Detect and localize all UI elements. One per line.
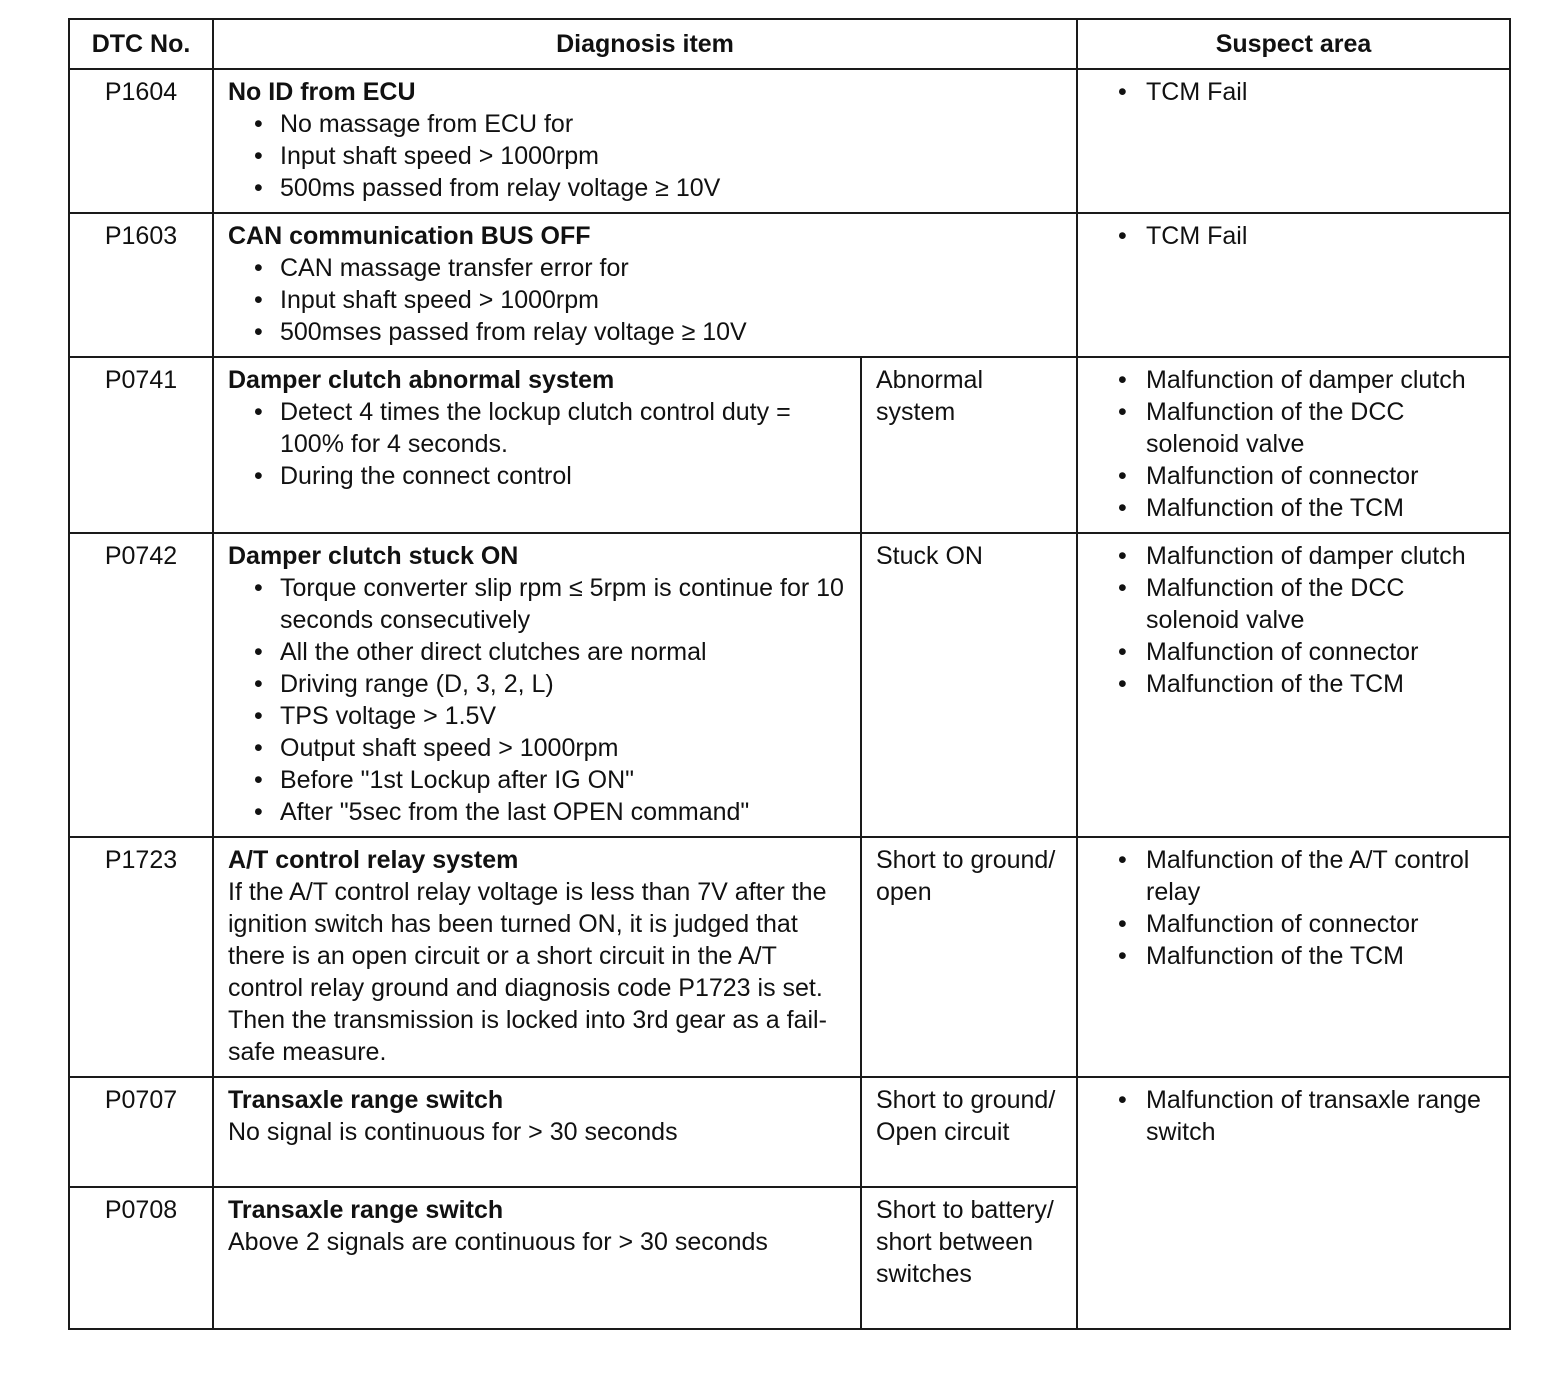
diagnosis-item: [213, 357, 861, 533]
list-item: • 500mses passed from relay voltage ≥ 10V: [254, 316, 1064, 348]
list-item: • Malfunction of the A/T control relay: [1116, 844, 1497, 908]
list-item: • CAN massage transfer error for: [254, 252, 1064, 284]
diagnosis-item: [213, 1077, 861, 1187]
dtc-code: P0707: [69, 1077, 213, 1187]
list-item: • Malfunction of the DCC solenoid valve: [1116, 572, 1497, 636]
diagnosis-conditions: [228, 396, 848, 492]
suspect-list: [1092, 540, 1497, 700]
list-item: • Malfunction of the DCC solenoid valve: [1116, 396, 1497, 460]
list-item: • TPS voltage > 1.5V: [254, 700, 848, 732]
table-row: [69, 1077, 1510, 1187]
diagnosis-conditions: [228, 252, 1064, 348]
header-suspect-area: Suspect area: [1077, 19, 1510, 69]
table-row: [69, 533, 1510, 837]
table-row: [69, 837, 1510, 1077]
list-item: • TCM Fail: [1116, 220, 1497, 252]
suspect-area: [1077, 533, 1510, 837]
diagnosis-conditions: [228, 572, 848, 828]
dtc-code: P1604: [69, 69, 213, 213]
diagnosis-item: [213, 213, 1077, 357]
suspect-area: [1077, 837, 1510, 1077]
fault-condition: Short to ground/ open: [861, 837, 1077, 1077]
fault-condition: Short to battery/ short between switches: [861, 1187, 1077, 1329]
list-item: • Malfunction of damper clutch: [1116, 364, 1497, 396]
header-dtc-no: DTC No.: [69, 19, 213, 69]
fault-condition: Abnormal system: [861, 357, 1077, 533]
diagnosis-item: [213, 69, 1077, 213]
diagnosis-title: Transaxle range switch: [228, 1086, 504, 1114]
list-item: • TCM Fail: [1116, 76, 1497, 108]
table-row: [69, 213, 1510, 357]
dtc-code: P0742: [69, 533, 213, 837]
list-item: • Malfunction of the TCM: [1116, 492, 1497, 524]
list-item: • Malfunction of damper clutch: [1116, 540, 1497, 572]
suspect-list: [1092, 1084, 1497, 1148]
suspect-list: [1092, 220, 1497, 252]
diagnosis-description: No signal is continuous for > 30 seconds: [228, 1118, 678, 1146]
diagnosis-description: If the A/T control relay voltage is less than 7V after the ignition switch has been turned ON, it is judged that there is an open circuit or a short circuit in the A/T control relay ground and diagnosis code P1723 is set. Then the transmission is locked into 3rd gear as a fail-safe measure.: [228, 878, 827, 1066]
suspect-area: [1077, 213, 1510, 357]
dtc-code: P0741: [69, 357, 213, 533]
list-item: • Driving range (D, 3, 2, L): [254, 668, 848, 700]
list-item: • All the other direct clutches are normal: [254, 636, 848, 668]
diagnosis-title: Damper clutch abnormal system: [228, 366, 615, 394]
list-item: • Malfunction of the TCM: [1116, 940, 1497, 972]
diagnosis-title: No ID from ECU: [228, 78, 416, 106]
diagnosis-item: [213, 533, 861, 837]
suspect-area: [1077, 1077, 1510, 1329]
list-item: • After "5sec from the last OPEN command": [254, 796, 848, 828]
header-diagnosis-item: Diagnosis item: [213, 19, 1077, 69]
fault-condition: Stuck ON: [861, 533, 1077, 837]
dtc-code: P1723: [69, 837, 213, 1077]
list-item: • Malfunction of transaxle range switch: [1116, 1084, 1497, 1148]
diagnosis-title: A/T control relay system: [228, 846, 519, 874]
list-item: • Output shaft speed > 1000rpm: [254, 732, 848, 764]
list-item: • No massage from ECU for: [254, 108, 1064, 140]
dtc-table: [68, 18, 1511, 1330]
diagnosis-conditions: [228, 108, 1064, 204]
list-item: • Malfunction of connector: [1116, 460, 1497, 492]
dtc-code: P0708: [69, 1187, 213, 1329]
list-item: • During the connect control: [254, 460, 848, 492]
list-item: • Input shaft speed > 1000rpm: [254, 284, 1064, 316]
dtc-code: P1603: [69, 213, 213, 357]
list-item: • Torque converter slip rpm ≤ 5rpm is continue for 10 seconds consecutively: [254, 572, 848, 636]
diagnosis-title: Damper clutch stuck ON: [228, 542, 519, 570]
list-item: • 500ms passed from relay voltage ≥ 10V: [254, 172, 1064, 204]
diagnosis-title: CAN communication BUS OFF: [228, 222, 591, 250]
list-item: • Malfunction of connector: [1116, 636, 1497, 668]
fault-condition: Short to ground/ Open circuit: [861, 1077, 1077, 1187]
header-row: [69, 19, 1510, 69]
suspect-list: [1092, 364, 1497, 524]
suspect-area: [1077, 69, 1510, 213]
list-item: • Malfunction of connector: [1116, 908, 1497, 940]
table-row: [69, 357, 1510, 533]
list-item: • Before "1st Lockup after IG ON": [254, 764, 848, 796]
list-item: • Malfunction of the TCM: [1116, 668, 1497, 700]
diagnosis-title: Transaxle range switch: [228, 1196, 504, 1224]
suspect-list: [1092, 76, 1497, 108]
suspect-list: [1092, 844, 1497, 972]
diagnosis-item: [213, 1187, 861, 1329]
diagnosis-item: [213, 837, 861, 1077]
suspect-area: [1077, 357, 1510, 533]
list-item: • Input shaft speed > 1000rpm: [254, 140, 1064, 172]
list-item: • Detect 4 times the lockup clutch control duty = 100% for 4 seconds.: [254, 396, 848, 460]
table-row: [69, 69, 1510, 213]
diagnosis-description: Above 2 signals are continuous for > 30 seconds: [228, 1228, 768, 1256]
